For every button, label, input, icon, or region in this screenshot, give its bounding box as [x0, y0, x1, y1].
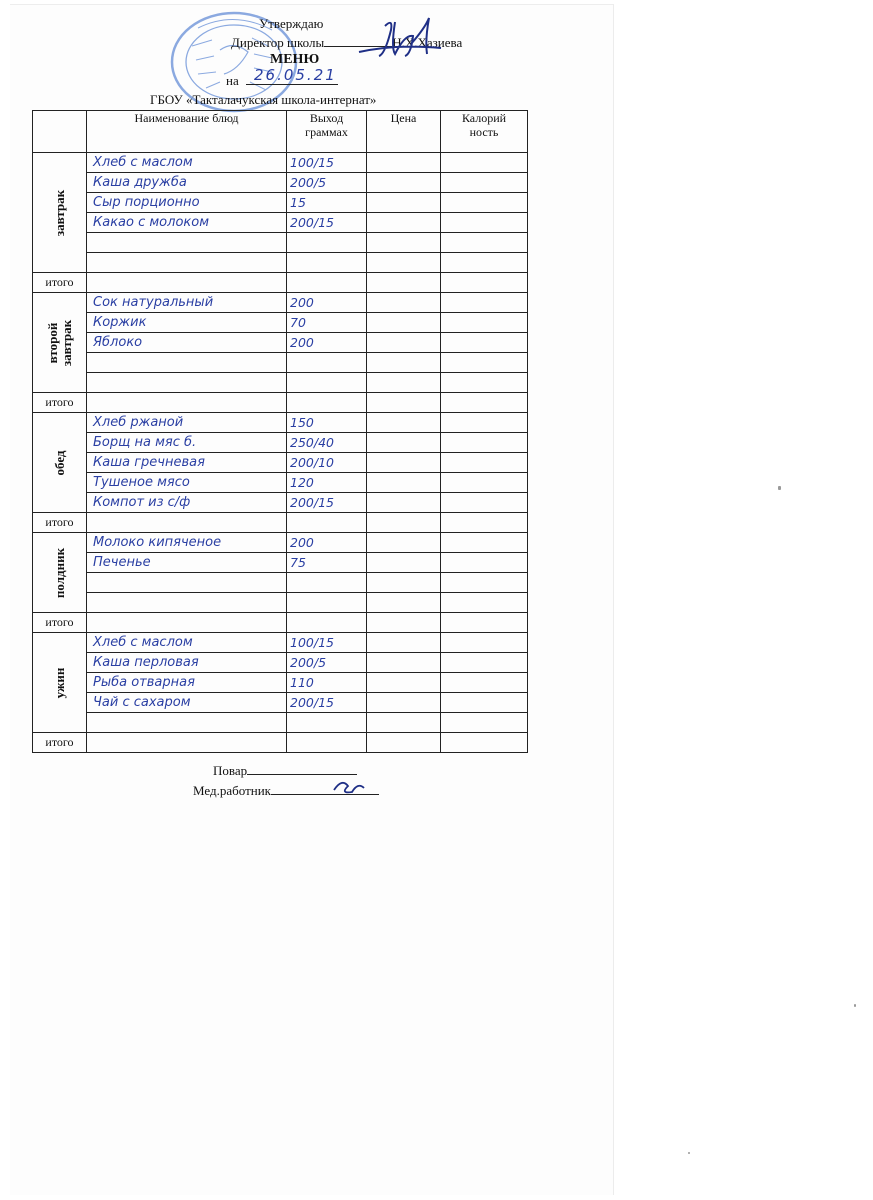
- total-cell: [441, 733, 528, 753]
- dish-calories-cell: [441, 473, 528, 493]
- cook-signature-line: [247, 762, 357, 775]
- dish-yield-cell: [287, 533, 367, 553]
- total-cell: [441, 273, 528, 293]
- dish-name: Тушеное мясо: [93, 475, 190, 490]
- table-row: [33, 353, 528, 373]
- dish-price-cell: [367, 313, 441, 333]
- dish-yield-cell: [287, 473, 367, 493]
- column-header-calories: Калорий ность: [441, 111, 528, 153]
- total-cell: [87, 273, 287, 293]
- dish-calories-cell: [441, 373, 528, 393]
- dish-calories-cell: [441, 293, 528, 313]
- column-header-price: Цена: [367, 111, 441, 153]
- dish-price-cell: [367, 633, 441, 653]
- dish-yield-cell: [287, 173, 367, 193]
- dish-name-cell: [87, 673, 287, 693]
- dish-name-cell: [87, 413, 287, 433]
- dish-yield: 200: [290, 335, 314, 350]
- director-signature: [355, 14, 447, 60]
- dish-name: Коржик: [93, 315, 147, 330]
- dish-yield: 100/15: [290, 635, 334, 650]
- dish-price-cell: [367, 153, 441, 173]
- dish-calories-cell: [441, 173, 528, 193]
- table-row: [33, 553, 528, 573]
- dish-price-cell: [367, 193, 441, 213]
- dish-calories-cell: [441, 493, 528, 513]
- table-row: [33, 333, 528, 353]
- dish-yield: 200/10: [290, 455, 334, 470]
- dish-name-cell: [87, 493, 287, 513]
- dish-calories-cell: [441, 313, 528, 333]
- dish-name: Каша гречневая: [93, 455, 205, 470]
- date-underline: [246, 66, 338, 85]
- dish-yield: 200/5: [290, 175, 327, 190]
- total-cell: [441, 393, 528, 413]
- dish-yield-cell: [287, 153, 367, 173]
- dish-yield-cell: [287, 493, 367, 513]
- dish-yield: 15: [290, 195, 306, 210]
- table-row: [33, 173, 528, 193]
- table-row: [33, 653, 528, 673]
- table-row: [33, 693, 528, 713]
- table-row: [33, 313, 528, 333]
- total-cell: [367, 273, 441, 293]
- table-row: [33, 453, 528, 473]
- total-cell: [87, 613, 287, 633]
- table-row: [33, 713, 528, 733]
- meal-label-lunch: обед: [51, 449, 67, 476]
- table-row: [33, 213, 528, 233]
- dish-yield-cell: [287, 573, 367, 593]
- dish-name-cell: [87, 473, 287, 493]
- dish-yield: 150: [290, 415, 314, 430]
- table-row: [33, 493, 528, 513]
- medic-label: Мед.работник: [193, 783, 271, 798]
- dish-yield-cell: [287, 693, 367, 713]
- dish-name-cell: [87, 293, 287, 313]
- dish-price-cell: [367, 173, 441, 193]
- total-row: [33, 513, 528, 533]
- dish-yield: 200: [290, 295, 314, 310]
- column-header-name: Наименование блюд: [87, 111, 287, 153]
- dish-yield-cell: [287, 653, 367, 673]
- total-cell: [87, 393, 287, 413]
- dish-yield-cell: [287, 633, 367, 653]
- dish-name: Молоко кипяченое: [93, 535, 222, 550]
- table-row: [33, 413, 528, 433]
- dish-name: Борщ на мяс б.: [93, 435, 197, 450]
- school-name: ГБОУ «Такталачукская школа-интернат»: [150, 92, 377, 107]
- dish-yield-cell: [287, 213, 367, 233]
- total-cell: [441, 513, 528, 533]
- dish-name: Какао с молоком: [93, 215, 210, 230]
- dish-name: Чай с сахаром: [93, 695, 191, 710]
- total-cell: [287, 393, 367, 413]
- total-row: [33, 733, 528, 753]
- dish-price-cell: [367, 653, 441, 673]
- meal-label-snack: полдник: [51, 547, 67, 598]
- dish-name: Рыба отварная: [93, 675, 195, 690]
- dish-price-cell: [367, 413, 441, 433]
- scan-speck: [854, 1004, 856, 1007]
- spacer-cell: [367, 253, 441, 273]
- medic-signature: [328, 776, 370, 798]
- dish-name: Хлеб с маслом: [93, 635, 193, 650]
- dish-calories-cell: [441, 453, 528, 473]
- meal-cell-dinner: [33, 633, 87, 733]
- dish-name: Хлеб с маслом: [93, 155, 193, 170]
- dish-name: Каша дружба: [93, 175, 187, 190]
- total-label: итого: [33, 733, 87, 753]
- dish-name: Каша перловая: [93, 655, 199, 670]
- table-row: [33, 233, 528, 253]
- dish-yield-cell: [287, 193, 367, 213]
- total-cell: [441, 613, 528, 633]
- dish-price-cell: [367, 493, 441, 513]
- dish-calories-cell: [441, 413, 528, 433]
- dish-price-cell: [367, 353, 441, 373]
- dish-name: Печенье: [93, 555, 151, 570]
- dish-calories-cell: [441, 633, 528, 653]
- dish-yield-cell: [287, 373, 367, 393]
- table-row: [33, 573, 528, 593]
- dish-yield: 250/40: [290, 435, 334, 450]
- director-label: Директор школы: [231, 35, 325, 50]
- table-row: [33, 593, 528, 613]
- table-row: [33, 293, 528, 313]
- dish-calories-cell: [441, 593, 528, 613]
- dish-name-cell: [87, 713, 287, 733]
- total-label: итого: [33, 393, 87, 413]
- dish-name-cell: [87, 593, 287, 613]
- dish-yield-cell: [287, 553, 367, 573]
- dish-price-cell: [367, 373, 441, 393]
- dish-yield: 110: [290, 675, 314, 690]
- dish-yield-cell: [287, 713, 367, 733]
- dish-yield: 200: [290, 535, 314, 550]
- meal-cell-breakfast: [33, 153, 87, 273]
- dish-name-cell: [87, 313, 287, 333]
- table-header-row: [33, 111, 528, 153]
- dish-price-cell: [367, 233, 441, 253]
- dish-name-cell: [87, 233, 287, 253]
- dish-name-cell: [87, 353, 287, 373]
- dish-price-cell: [367, 553, 441, 573]
- meal-cell-lunch: [33, 413, 87, 513]
- table-row: [33, 633, 528, 653]
- total-row: [33, 273, 528, 293]
- meal-label-dinner: ужин: [51, 667, 67, 698]
- dish-name-cell: [87, 153, 287, 173]
- date-line: [226, 66, 338, 89]
- spacer-cell: [441, 253, 528, 273]
- total-label: итого: [33, 273, 87, 293]
- table-row: [33, 473, 528, 493]
- dish-price-cell: [367, 533, 441, 553]
- dish-yield: 200/5: [290, 655, 327, 670]
- meal-cell-second-breakfast: [33, 293, 87, 393]
- table-row: [33, 373, 528, 393]
- dish-calories-cell: [441, 233, 528, 253]
- total-cell: [87, 513, 287, 533]
- dish-yield: 200/15: [290, 215, 334, 230]
- total-cell: [367, 513, 441, 533]
- total-label: итого: [33, 513, 87, 533]
- total-cell: [367, 733, 441, 753]
- dish-yield-cell: [287, 673, 367, 693]
- column-header-yield: Выход граммах: [287, 111, 367, 153]
- dish-yield-cell: [287, 233, 367, 253]
- total-cell: [287, 733, 367, 753]
- scan-speck: [688, 1152, 690, 1154]
- total-label: итого: [33, 613, 87, 633]
- spacer-cell: [87, 253, 287, 273]
- dish-price-cell: [367, 473, 441, 493]
- dish-calories-cell: [441, 693, 528, 713]
- dish-name-cell: [87, 553, 287, 573]
- dish-yield: 200/15: [290, 695, 334, 710]
- dish-name: Хлеб ржаной: [93, 415, 184, 430]
- dish-yield-cell: [287, 593, 367, 613]
- total-cell: [87, 733, 287, 753]
- approve-label: Утверждаю: [259, 16, 324, 31]
- dish-calories-cell: [441, 573, 528, 593]
- dish-name-cell: [87, 633, 287, 653]
- dish-price-cell: [367, 293, 441, 313]
- dish-calories-cell: [441, 533, 528, 553]
- total-cell: [367, 613, 441, 633]
- dish-name: Яблоко: [93, 335, 143, 350]
- dish-price-cell: [367, 213, 441, 233]
- table-row: [33, 153, 528, 173]
- table-row: [33, 253, 528, 273]
- scan-speck: [778, 486, 781, 490]
- meal-label-second-breakfast: второй завтрак: [44, 319, 74, 366]
- dish-yield: 120: [290, 475, 314, 490]
- dish-yield: 200/15: [290, 495, 334, 510]
- page-title: МЕНЮ: [270, 52, 320, 67]
- total-row: [33, 393, 528, 413]
- dish-calories-cell: [441, 433, 528, 453]
- date-label: на: [226, 73, 239, 88]
- total-cell: [287, 613, 367, 633]
- dish-calories-cell: [441, 153, 528, 173]
- dish-name-cell: [87, 533, 287, 553]
- dish-name-cell: [87, 193, 287, 213]
- dish-name-cell: [87, 433, 287, 453]
- dish-yield-cell: [287, 293, 367, 313]
- dish-yield-cell: [287, 413, 367, 433]
- dish-yield: 70: [290, 315, 306, 330]
- dish-yield-cell: [287, 313, 367, 333]
- dish-name-cell: [87, 173, 287, 193]
- dish-price-cell: [367, 593, 441, 613]
- dish-yield-cell: [287, 453, 367, 473]
- dish-price-cell: [367, 453, 441, 473]
- dish-price-cell: [367, 713, 441, 733]
- dish-calories-cell: [441, 673, 528, 693]
- dish-price-cell: [367, 693, 441, 713]
- dish-name: Сок натуральный: [93, 295, 214, 310]
- dish-calories-cell: [441, 653, 528, 673]
- dish-calories-cell: [441, 353, 528, 373]
- meal-cell-snack: [33, 533, 87, 613]
- meal-label-breakfast: завтрак: [51, 189, 67, 236]
- spacer-cell: [287, 253, 367, 273]
- dish-calories-cell: [441, 213, 528, 233]
- total-cell: [287, 513, 367, 533]
- dish-yield-cell: [287, 353, 367, 373]
- total-row: [33, 613, 528, 633]
- cook-label: Повар: [213, 763, 248, 778]
- dish-calories-cell: [441, 193, 528, 213]
- dish-price-cell: [367, 433, 441, 453]
- table-row: [33, 533, 528, 553]
- dish-yield-cell: [287, 333, 367, 353]
- dish-name-cell: [87, 333, 287, 353]
- director-name: Н.Х.Хазиева: [392, 35, 463, 50]
- dish-name-cell: [87, 653, 287, 673]
- dish-price-cell: [367, 573, 441, 593]
- dish-price-cell: [367, 333, 441, 353]
- column-header-meal: [33, 111, 87, 153]
- dish-calories-cell: [441, 333, 528, 353]
- total-cell: [367, 393, 441, 413]
- dish-price-cell: [367, 673, 441, 693]
- dish-calories-cell: [441, 553, 528, 573]
- table-row: [33, 433, 528, 453]
- dish-name: Сыр порционно: [93, 195, 200, 210]
- table-row: [33, 673, 528, 693]
- dish-yield-cell: [287, 433, 367, 453]
- dish-yield: 75: [290, 555, 306, 570]
- dish-name: Компот из с/ф: [93, 495, 191, 510]
- dish-name-cell: [87, 373, 287, 393]
- menu-table: [32, 110, 528, 753]
- dish-yield: 100/15: [290, 155, 334, 170]
- dish-name-cell: [87, 693, 287, 713]
- dish-name-cell: [87, 573, 287, 593]
- date-value: 26.05.21: [253, 66, 337, 84]
- total-cell: [287, 273, 367, 293]
- dish-name-cell: [87, 453, 287, 473]
- dish-name-cell: [87, 213, 287, 233]
- dish-calories-cell: [441, 713, 528, 733]
- table-row: [33, 193, 528, 213]
